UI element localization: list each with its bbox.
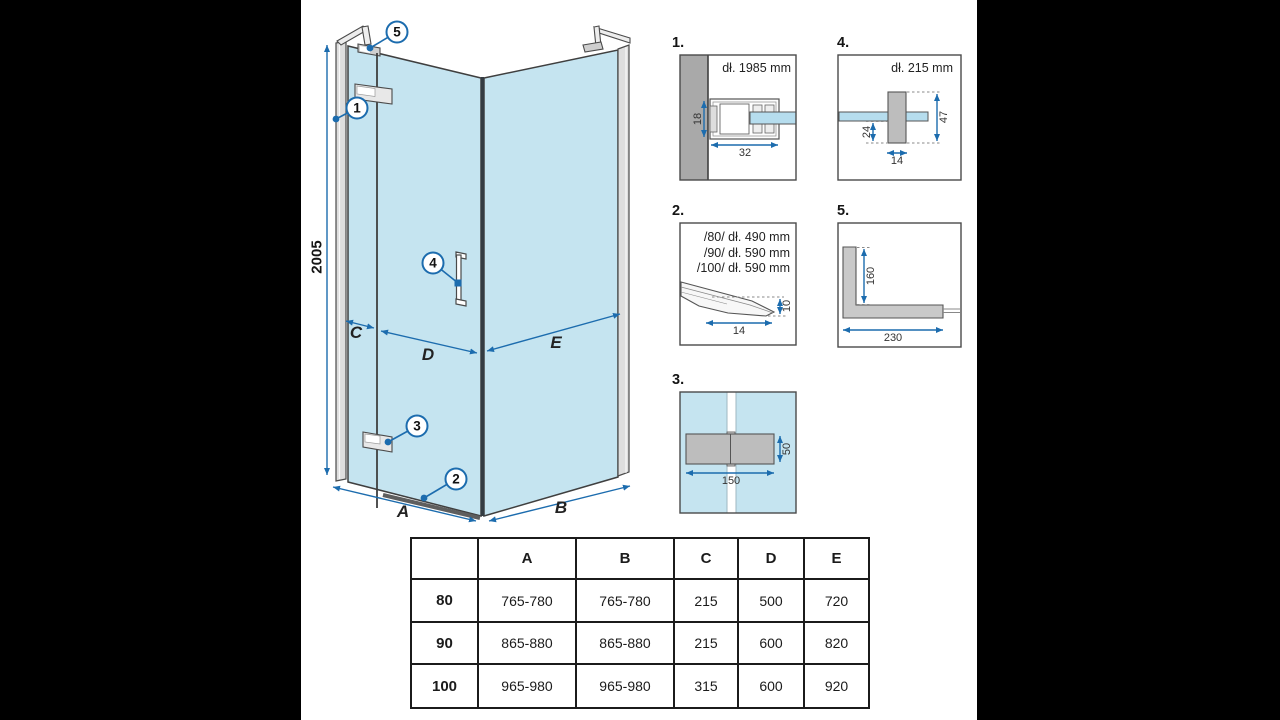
detail-4-width-dim: 14 — [890, 155, 904, 167]
detail-2-note-80: /80/ dł. 490 mm — [703, 230, 790, 244]
dim-c-label: C — [349, 323, 363, 342]
cell: 865-880 — [478, 622, 576, 664]
detail-box-5 — [838, 223, 961, 347]
dim-e-label: E — [550, 333, 562, 352]
detail-box-3 — [680, 392, 796, 513]
detail-3-width-dim: 150 — [721, 475, 741, 487]
detail-1-label: 1. — [672, 35, 685, 51]
detail-1-width-dim: 32 — [738, 147, 752, 159]
cell: 965-980 — [478, 664, 576, 708]
cell: 215 — [674, 622, 738, 664]
detail-2-height-dim: 10 — [781, 299, 793, 313]
table-header-a: A — [478, 538, 576, 579]
detail-2-width-dim: 14 — [732, 325, 746, 337]
detail-2-length-notes — [697, 230, 790, 277]
cell: 500 — [738, 579, 804, 622]
dim-a-label: A — [396, 502, 410, 521]
detail-3-height-dim: 50 — [781, 442, 793, 456]
detail-4-height-dim: 47 — [938, 110, 950, 124]
cell: 600 — [738, 622, 804, 664]
callout-3: 3 — [406, 415, 429, 438]
table-row — [411, 622, 869, 664]
table-header-row — [411, 538, 869, 579]
detail-2-label: 2. — [672, 203, 685, 219]
callout-2: 2 — [445, 468, 468, 491]
size-table — [410, 537, 870, 709]
right-glass-panel — [484, 50, 618, 516]
right-wall-profile — [618, 45, 629, 476]
height-dim-label: 2005 — [308, 240, 326, 274]
row-label: 100 — [411, 664, 478, 708]
cell: 315 — [674, 664, 738, 708]
cell: 215 — [674, 579, 738, 622]
callout-1: 1 — [346, 97, 369, 120]
dim-d-label: D — [421, 345, 435, 364]
callout-5: 5 — [386, 21, 409, 44]
detail-4-offset-dim: 24 — [861, 125, 873, 139]
cell: 865-880 — [576, 622, 674, 664]
table-header-d: D — [738, 538, 804, 579]
detail-2-note-90: /90/ dł. 590 mm — [703, 245, 790, 260]
cell: 920 — [804, 664, 869, 708]
detail-5-width-dim: 230 — [883, 332, 903, 344]
left-wall-profile — [336, 41, 346, 481]
cell: 965-980 — [576, 664, 674, 708]
cell: 720 — [804, 579, 869, 622]
cell: 765-780 — [576, 579, 674, 622]
cell: 820 — [804, 622, 869, 664]
table-header-e: E — [804, 538, 869, 579]
row-label: 90 — [411, 622, 478, 664]
callout-4: 4 — [422, 252, 445, 275]
cell: 765-780 — [478, 579, 576, 622]
detail-4-label: 4. — [837, 35, 850, 51]
detail-4-length-note: dł. 215 mm — [891, 61, 953, 75]
table-row — [411, 579, 869, 622]
row-label: 80 — [411, 579, 478, 622]
shower-enclosure-drawing — [327, 26, 630, 521]
detail-1-height-dim: 18 — [692, 112, 704, 126]
table-row — [411, 664, 869, 708]
cell: 600 — [738, 664, 804, 708]
table-header-empty — [411, 538, 478, 579]
table-header-b: B — [576, 538, 674, 579]
detail-5-height-dim: 160 — [865, 266, 877, 286]
detail-1-length-note: dł. 1985 mm — [722, 61, 791, 75]
detail-2-note-100: /100/ dł. 590 mm — [696, 261, 790, 275]
detail-3-label: 3. — [672, 372, 685, 388]
dim-b-label: B — [554, 498, 568, 517]
detail-5-label: 5. — [837, 203, 850, 219]
table-header-c: C — [674, 538, 738, 579]
